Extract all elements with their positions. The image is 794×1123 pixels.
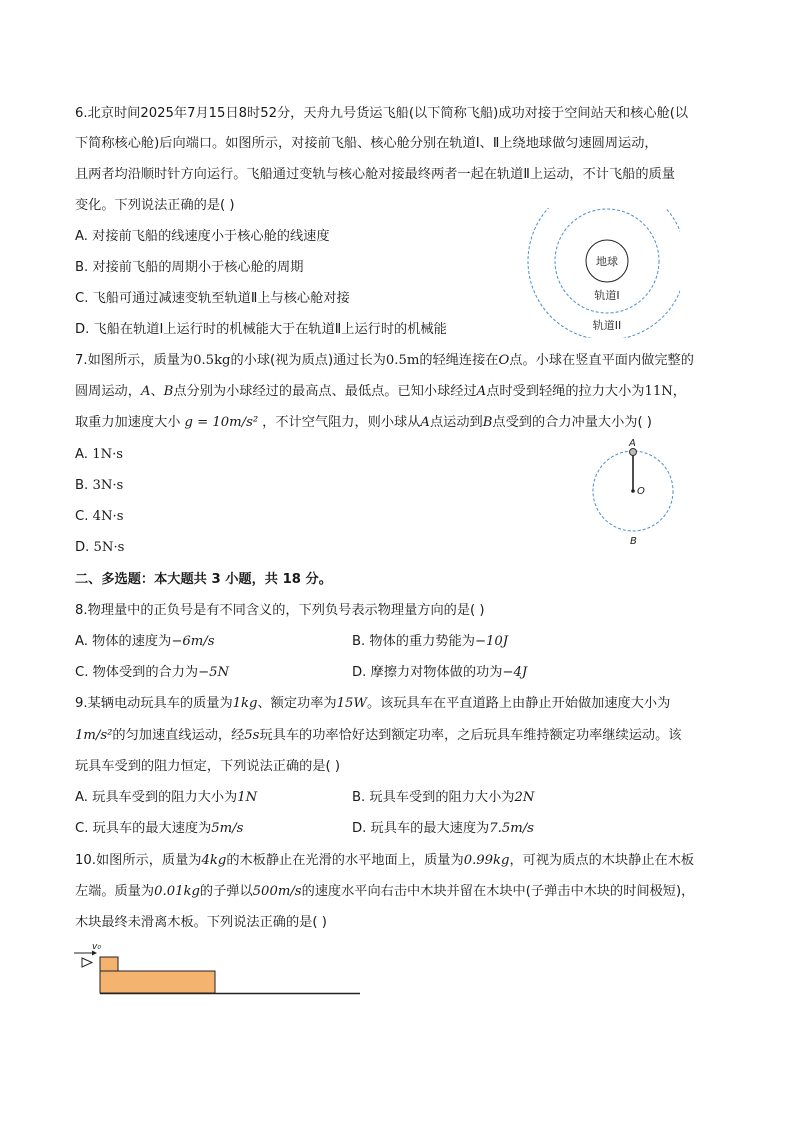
q8-option-c: C. 物体受到的合力为−5N (75, 665, 230, 680)
point-b-label: B (630, 536, 637, 547)
q6-option-b: B. 对接前飞船的周期小于核心舱的周期 (75, 260, 304, 275)
q10-stem-line-3: 木块最终未滑离木板。下列说法正确的是( ) (75, 915, 327, 930)
q6-option-a: A. 对接前飞船的线速度小于核心舱的线速度 (75, 229, 330, 244)
q6-option-c: C. 飞船可通过减速变轨至轨道Ⅱ上与核心舱对接 (75, 291, 350, 306)
q7-option-d: D. 5N·s (75, 540, 125, 555)
bullet-icon (82, 958, 92, 967)
ball (630, 449, 637, 456)
section-2-heading: 二、多选题：本大题共 3 小题，共 18 分。 (75, 572, 332, 587)
q9-option-c: C. 玩具车的最大速度为5m/s (75, 821, 244, 836)
q7-option-a: A. 1N·s (75, 447, 124, 462)
earth-label: 地球 (596, 255, 618, 268)
q6-option-d: D. 飞船在轨道Ⅰ上运行时的机械能大于在轨道Ⅱ上运行时的机械能 (75, 322, 447, 337)
q7-option-b: B. 3N·s (75, 478, 124, 493)
q6-stem-line-3: 且两者均沿顺时针方向运行。飞船通过变轨与核心舱对接最终两者一起在轨道Ⅱ上运动，不计飞船的质量 (75, 167, 675, 182)
q8-option-b: B. 物体的重力势能为−10J (352, 634, 509, 649)
q6-stem-line-4: 变化。下列说法正确的是( ) (75, 198, 235, 213)
orbit-diagram (510, 208, 680, 338)
q8-stem: 8.物理量中的正负号是有不同含义的，下列负号表示物理量方向的是( ) (75, 603, 485, 618)
q8-option-a: A. 物体的速度为−6m/s (75, 634, 215, 649)
q9-option-a: A. 玩具车受到的阻力大小为1N (75, 790, 258, 805)
q9-option-d: D. 玩具车的最大速度为7.5m/s (352, 821, 534, 836)
q9-stem-line-2: 1m/s²的匀加速直线运动，经5s玩具车的功率恰好达到额定功率，之后玩具车维持额定功率继续运动。该 (75, 728, 682, 743)
q7-stem-line-1: 7.如图所示，质量为0.5kg的小球(视为质点)通过长为0.5m的轻绳连接在O点。小球在竖直平面内做完整的 (75, 353, 694, 368)
wooden-board (100, 971, 215, 993)
q6-stem-line-2: 下简称核心舱)后向端口。如图所示，对接前飞船、核心舱分别在轨道Ⅰ、Ⅱ上绕地球做匀速圆周运动， (75, 136, 658, 151)
wood-block (100, 957, 118, 971)
velocity-label: v₀ (92, 942, 101, 952)
q7-option-c: C. 4N·s (75, 509, 124, 524)
q8-option-d: D. 摩擦力对物体做的功为−4J (352, 665, 528, 680)
orbit-2-label: 轨道II (592, 319, 622, 332)
board-block-diagram (72, 938, 364, 1000)
orbit-1-label: 轨道I (594, 289, 620, 302)
circle-motion-diagram (585, 436, 685, 550)
q10-stem-line-2: 左端。质量为0.01kg的子弹以500m/s的速度水平向右击中木块并留在木块中(子弹击中木块的时间极短)， (75, 884, 695, 899)
q7-stem-line-3: 取重力加速度大小 g = 10m/s² ，不计空气阻力，则小球从A点运动到B点受到的合力冲量大小为( ) (75, 415, 652, 430)
q10-stem-line-1: 10.如图所示，质量为4kg的木板静止在光滑的水平地面上，质量为0.99kg，可视为质点的木块静止在木板 (75, 853, 695, 868)
q9-option-b: B. 玩具车受到的阻力大小为2N (352, 790, 535, 805)
q6-stem-line-1: 6.北京时间2025年7月15日8时52分，天舟九号货运飞船(以下简称飞船)成功对接于空间站天和核心舱(以 (75, 106, 689, 121)
q9-stem-line-3: 玩具车受到的阻力恒定，下列说法正确的是( ) (75, 759, 341, 774)
pivot-point (631, 489, 635, 493)
q7-stem-line-2: 圆周运动，A、B点分别为小球经过的最高点、最低点。已知小球经过A点时受到轻绳的拉力大小为11N， (75, 384, 686, 399)
q9-stem-line-1: 9.某辆电动玩具车的质量为1kg、额定功率为15W。该玩具车在平直道路上由静止开始做加速度大小为 (75, 696, 671, 711)
point-o-label: O (637, 486, 645, 497)
point-a-label: A (629, 438, 636, 449)
